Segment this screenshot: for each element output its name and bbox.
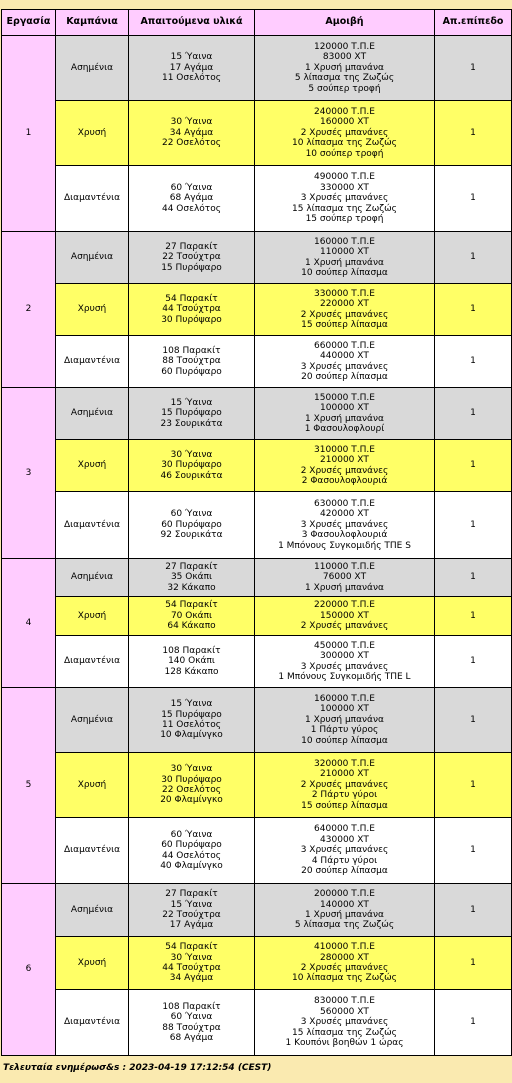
reward-line: 160000 Τ.Π.Ε [314, 236, 375, 247]
campaign-cell: Διαμαντένια [56, 818, 129, 884]
materials-cell [129, 937, 255, 990]
campaign-cell: Διαμαντένια [56, 336, 129, 388]
reward-line: 5 λίπασμα της Ζωζώς [294, 920, 395, 931]
level-cell: 1 [435, 284, 512, 336]
material-line: 34 Αγάμα [169, 973, 214, 984]
materials-cell [129, 990, 255, 1056]
campaign-cell: Διαμαντένια [56, 166, 129, 232]
reward-line: 20 σούπερ λίπασμα [301, 371, 388, 382]
materials-cell [129, 559, 255, 597]
campaign-cell: Διαμαντένια [56, 636, 129, 688]
reward-line: 320000 Τ.Π.Ε [314, 758, 375, 769]
reward-line: 100000 ΧΤ [320, 403, 369, 414]
task-number: 2 [2, 232, 56, 388]
table-row [2, 753, 512, 818]
reward-line: 2 Χρυσές μπανάνες [300, 309, 389, 320]
material-line: 15 Ύαινα [170, 52, 213, 63]
material-line: 17 Αγάμα [169, 920, 214, 931]
material-line: 17 Αγάμα [169, 62, 214, 73]
materials-cell [129, 232, 255, 284]
reward-line: 2 Χρυσές μπανάνες [300, 963, 389, 973]
material-line: 64 Κάκαπο [167, 621, 216, 632]
material-line: 30 Πυρόψαρο [161, 774, 222, 785]
reward-line: 5 σούπερ τροφή [308, 83, 381, 94]
reward-line: 3 Χρυσές μπανάνες [300, 661, 389, 672]
reward-line: 76000 ΧΤ [322, 572, 367, 583]
level-cell: 1 [435, 101, 512, 166]
level-cell: 1 [435, 336, 512, 388]
reward-line: 330000 Τ.Π.Ε [314, 288, 375, 299]
material-line: 40 Φλαμίνγκο [160, 860, 223, 871]
materials-cell [129, 884, 255, 937]
reward-line: 3 Χρυσές μπανάνες [300, 519, 389, 530]
material-line: 22 Τσούχτρα [162, 910, 221, 920]
material-line: 54 Παρακίτ [165, 942, 218, 953]
table-row [2, 36, 512, 101]
material-line: 70 Οκάπι [170, 610, 213, 621]
material-line: 68 Αγάμα [169, 1032, 214, 1043]
reward-line: 210000 ΧΤ [320, 769, 369, 780]
campaign-cell: Διαμαντένια [56, 990, 129, 1056]
reward-line: 280000 ΧΤ [320, 952, 369, 963]
level-cell: 1 [435, 818, 512, 884]
materials-cell [129, 597, 255, 636]
material-line: 60 Πυρόψαρο [161, 519, 222, 530]
reward-cell [255, 818, 435, 884]
material-line: 60 Ύαινα [170, 509, 213, 520]
reward-line: 10 σούπερ λίπασμα [301, 735, 388, 746]
reward-line: 10 λίπασμα της Ζωζώς [292, 973, 397, 984]
level-cell: 1 [435, 937, 512, 990]
reward-cell [255, 440, 435, 492]
material-line: 35 Οκάπι [170, 572, 213, 583]
table-row [2, 636, 512, 688]
material-line: 30 Ύαινα [170, 449, 213, 460]
reward-cell [255, 937, 435, 990]
reward-line: 10 λίπασμα της Ζωζώς [292, 138, 397, 149]
table-row [2, 440, 512, 492]
level-cell: 1 [435, 636, 512, 688]
level-cell: 1 [435, 166, 512, 232]
material-line: 60 Πυρόψαρο [161, 366, 222, 377]
reward-cell [255, 559, 435, 597]
material-line: 54 Παρακίτ [165, 600, 218, 611]
materials-cell [129, 36, 255, 101]
reward-cell [255, 884, 435, 937]
table-row [2, 597, 512, 636]
campaign-cell: Ασημένια [56, 232, 129, 284]
campaign-cell: Χρυσή [56, 597, 129, 636]
table-body [2, 36, 512, 1056]
reward-line: 10 σούπερ λίπασμα [301, 267, 388, 278]
reward-line: 410000 Τ.Π.Ε [314, 942, 375, 953]
reward-line: 5 λίπασμα της Ζωζώς [294, 73, 395, 84]
table-row [2, 492, 512, 559]
reward-line: 2 Χρυσές μπανάνες [300, 621, 389, 632]
table-row [2, 388, 512, 440]
reward-line: 1 Χρυσή μπανάνα [305, 714, 384, 725]
header-materials: Απαιτούμενα υλικά [129, 10, 255, 36]
material-line: 15 Ύαινα [170, 397, 213, 408]
reward-cell [255, 284, 435, 336]
material-line: 44 Οσελότος [161, 850, 221, 861]
campaign-cell: Ασημένια [56, 688, 129, 753]
material-line: 11 Οσελότος [161, 73, 221, 84]
reward-line: 1 Χρυσή μπανάνα [305, 257, 384, 268]
material-line: 30 Πυρόψαρο [161, 460, 222, 471]
material-line: 92 Σουρικάτα [160, 530, 223, 541]
material-line: 60 Πυρόψαρο [161, 840, 222, 851]
reward-line: 100000 ΧΤ [320, 704, 369, 715]
material-line: 44 Τσούχτρα [162, 963, 221, 973]
table-row [2, 688, 512, 753]
material-line: 88 Τσούχτρα [162, 1022, 221, 1033]
reward-line: 560000 ΧΤ [320, 1006, 369, 1017]
material-line: 15 Ύαινα [170, 899, 213, 910]
reward-line: 15 λίπασμα της Ζωζώς [292, 1027, 397, 1038]
reward-line: 330000 ΧΤ [320, 182, 369, 193]
level-cell: 1 [435, 688, 512, 753]
reward-line: 2 Χρυσές μπανάνες [300, 465, 389, 476]
table-row [2, 884, 512, 937]
material-line: 68 Αγάμα [169, 193, 214, 204]
material-line: 22 Τσούχτρα [162, 252, 221, 263]
level-cell: 1 [435, 36, 512, 101]
task-number: 4 [2, 559, 56, 688]
reward-line: 150000 ΧΤ [320, 610, 369, 621]
reward-line: 3 Φασουλοφλουριά [301, 530, 388, 541]
materials-cell [129, 636, 255, 688]
level-cell: 1 [435, 440, 512, 492]
materials-cell [129, 166, 255, 232]
material-line: 30 Ύαινα [170, 117, 213, 128]
campaign-cell: Χρυσή [56, 937, 129, 990]
campaign-cell: Χρυσή [56, 753, 129, 818]
reward-line: 2 Χρυσές μπανάνες [300, 127, 389, 138]
material-line: 128 Κάκαπο [164, 666, 219, 677]
campaign-cell: Χρυσή [56, 440, 129, 492]
materials-cell [129, 336, 255, 388]
reward-cell [255, 990, 435, 1056]
task-number: 6 [2, 884, 56, 1056]
reward-cell [255, 101, 435, 166]
table-row [2, 559, 512, 597]
material-line: 60 Ύαινα [170, 1012, 213, 1023]
material-line: 54 Παρακίτ [165, 293, 218, 304]
reward-line: 3 Χρυσές μπανάνες [300, 1017, 389, 1028]
reward-line: 4 Πάρτυ γύροι [311, 855, 378, 866]
table-row [2, 818, 512, 884]
material-line: 30 Ύαινα [170, 952, 213, 963]
reward-line: 200000 Τ.Π.Ε [314, 889, 375, 900]
reward-cell [255, 636, 435, 688]
material-line: 15 Πυρόψαρο [161, 262, 222, 273]
level-cell: 1 [435, 753, 512, 818]
reward-line: 83000 ΧΤ [322, 52, 367, 63]
reward-line: 640000 Τ.Π.Ε [314, 824, 375, 835]
reward-line: 630000 Τ.Π.Ε [314, 498, 375, 509]
reward-line: 1 Χρυσή μπανάνα [305, 910, 384, 920]
reward-cell [255, 36, 435, 101]
reward-line: 2 Πάρτυ γύροι [311, 790, 378, 801]
reward-line: 240000 Τ.Π.Ε [314, 106, 375, 117]
materials-cell [129, 688, 255, 753]
material-line: 11 Οσελότος [161, 720, 221, 730]
materials-cell [129, 492, 255, 559]
reward-line: 20 σούπερ λίπασμα [301, 866, 388, 877]
reward-line: 210000 ΧΤ [320, 455, 369, 466]
reward-line: 3 Χρυσές μπανάνες [300, 361, 389, 372]
reward-line: 1 Μπόνους Συγκομιδής ΤΠΕ L [278, 671, 411, 682]
material-line: 140 Οκάπι [168, 656, 215, 667]
reward-line: 120000 Τ.Π.Ε [314, 41, 375, 52]
reward-line: 1 Φασουλοφλουρί [304, 423, 385, 434]
material-line: 23 Σουρικάτα [160, 418, 223, 429]
materials-cell [129, 818, 255, 884]
reward-cell [255, 753, 435, 818]
reward-line: 220000 Τ.Π.Ε [314, 600, 375, 611]
material-line: 22 Οσελότος [161, 138, 221, 149]
table-row [2, 232, 512, 284]
material-line: 10 Φλαμίνγκο [160, 730, 223, 741]
reward-line: 10 σούπερ τροφή [305, 148, 384, 159]
reward-line: 160000 Τ.Π.Ε [314, 693, 375, 704]
campaign-cell: Ασημένια [56, 559, 129, 597]
reward-cell [255, 492, 435, 559]
reward-line: 150000 Τ.Π.Ε [314, 392, 375, 403]
level-cell: 1 [435, 559, 512, 597]
reward-line: 490000 Τ.Π.Ε [314, 172, 375, 183]
header-level: Απ.επίπεδο [435, 10, 512, 36]
reward-line: 160000 ΧΤ [320, 117, 369, 128]
reward-cell [255, 232, 435, 284]
task-number: 1 [2, 36, 56, 232]
material-line: 30 Ύαινα [170, 764, 213, 775]
reward-line: 1 Χρυσή μπανάνα [305, 62, 384, 73]
materials-cell [129, 284, 255, 336]
reward-cell [255, 388, 435, 440]
material-line: 34 Αγάμα [169, 127, 214, 138]
reward-line: 15 σούπερ λίπασμα [301, 800, 388, 811]
material-line: 60 Ύαινα [170, 829, 213, 840]
materials-cell [129, 440, 255, 492]
material-line: 108 Παρακίτ [162, 345, 221, 356]
material-line: 44 Οσελότος [161, 203, 221, 214]
header-row [2, 10, 512, 36]
reward-line: 110000 ΧΤ [320, 247, 369, 258]
reward-line: 1 Κουπόνι βοηθών 1 ώρας [285, 1038, 404, 1049]
campaign-cell: Διαμαντένια [56, 492, 129, 559]
reward-line: 110000 Τ.Π.Ε [314, 561, 375, 572]
level-cell: 1 [435, 990, 512, 1056]
campaign-cell: Ασημένια [56, 884, 129, 937]
material-line: 27 Παρακίτ [165, 241, 218, 252]
reward-line: 220000 ΧΤ [320, 299, 369, 310]
material-line: 20 Φλαμίνγκο [160, 795, 223, 806]
level-cell: 1 [435, 388, 512, 440]
materials-cell [129, 753, 255, 818]
reward-line: 3 Χρυσές μπανάνες [300, 193, 389, 204]
level-cell: 1 [435, 232, 512, 284]
material-line: 15 Ύαινα [170, 699, 213, 710]
material-line: 44 Τσούχτρα [162, 304, 221, 315]
material-line: 108 Παρακίτ [162, 645, 221, 656]
material-line: 46 Σουρικάτα [160, 470, 223, 481]
table-row [2, 990, 512, 1056]
reward-cell [255, 688, 435, 753]
level-cell: 1 [435, 884, 512, 937]
material-line: 27 Παρακίτ [165, 561, 218, 572]
material-line: 108 Παρακίτ [162, 1001, 221, 1012]
table-row [2, 937, 512, 990]
header-task: Εργασία [2, 10, 56, 36]
reward-line: 420000 ΧΤ [320, 509, 369, 520]
last-updated: Τελευταία ενημέρωσ&s : 2023-04-19 17:12:54 (CEST) [3, 1063, 272, 1073]
reward-cell [255, 336, 435, 388]
reward-cell [255, 597, 435, 636]
level-cell: 1 [435, 492, 512, 559]
reward-cell [255, 166, 435, 232]
reward-line: 15 σούπερ τροφή [305, 214, 384, 225]
material-line: 22 Οσελότος [161, 785, 221, 795]
reward-line: 2 Φασουλοφλουριά [301, 475, 388, 486]
material-line: 27 Παρακίτ [165, 889, 218, 900]
material-line: 15 Πυρόψαρο [161, 709, 222, 720]
reward-line: 3 Χρυσές μπανάνες [300, 845, 389, 856]
reward-line: 830000 Τ.Π.Ε [314, 996, 375, 1007]
reward-line: 1 Χρυσή μπανάνα [305, 582, 384, 593]
reward-line: 140000 ΧΤ [320, 899, 369, 910]
material-line: 30 Πυρόψαρο [161, 314, 222, 325]
reward-line: 310000 Τ.Π.Ε [314, 444, 375, 455]
header-reward: Αμοιβή [255, 10, 435, 36]
material-line: 88 Τσούχτρα [162, 356, 221, 367]
material-line: 60 Ύαινα [170, 182, 213, 193]
reward-line: 15 σούπερ λίπασμα [301, 319, 388, 330]
materials-cell [129, 388, 255, 440]
campaign-cell: Χρυσή [56, 284, 129, 336]
reward-line: 450000 Τ.Π.Ε [314, 640, 375, 651]
table-row [2, 166, 512, 232]
reward-line: 15 λίπασμα της Ζωζώς [292, 203, 397, 214]
materials-cell [129, 101, 255, 166]
reward-line: 1 Μπόνους Συγκομιδής ΤΠΕ S [278, 540, 411, 551]
task-number: 5 [2, 688, 56, 884]
reward-line: 300000 ΧΤ [320, 651, 369, 662]
reward-line: 440000 ΧΤ [320, 351, 369, 362]
table-row [2, 284, 512, 336]
campaign-cell: Ασημένια [56, 36, 129, 101]
table-row [2, 101, 512, 166]
header-campaign: Καμπάνια [56, 10, 129, 36]
campaign-cell: Χρυσή [56, 101, 129, 166]
table-row [2, 336, 512, 388]
material-line: 15 Πυρόψαρο [161, 408, 222, 419]
task-number: 3 [2, 388, 56, 559]
reward-line: 1 Χρυσή μπανάνα [305, 413, 384, 424]
reward-line: 660000 Τ.Π.Ε [314, 340, 375, 351]
campaign-cell: Ασημένια [56, 388, 129, 440]
level-cell: 1 [435, 597, 512, 636]
reward-line: 1 Πάρτυ γύρος [310, 725, 379, 736]
reward-line: 430000 ΧΤ [320, 834, 369, 845]
material-line: 32 Κάκαπο [167, 582, 216, 593]
tasks-table [1, 9, 512, 1056]
reward-line: 2 Χρυσές μπανάνες [300, 779, 389, 790]
